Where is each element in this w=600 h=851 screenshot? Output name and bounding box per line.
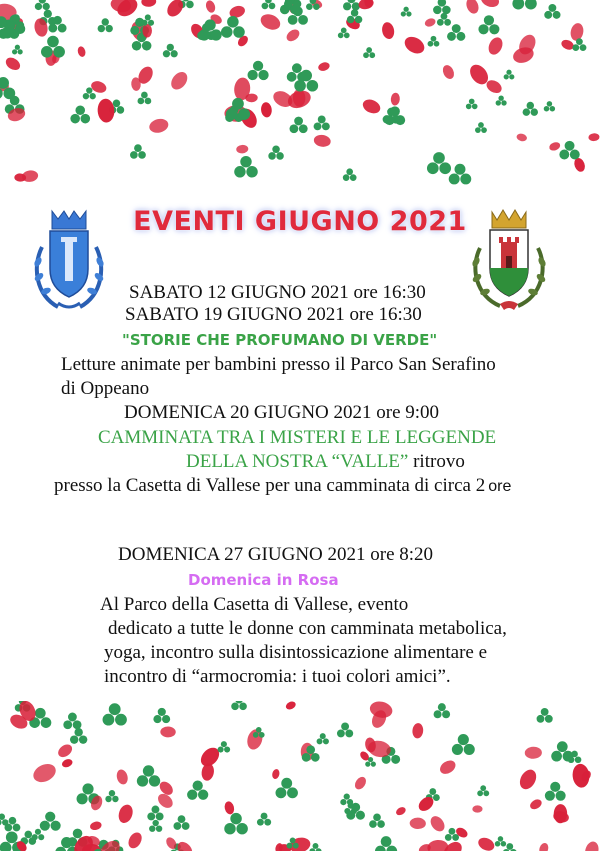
clover-leaf [369, 814, 385, 828]
petals-clover-border-bottom [0, 701, 600, 851]
event2-title1: CAMMINATA TRA I MISTERI E LE LEGGENDE [98, 427, 497, 448]
rose-petal [168, 69, 191, 93]
clover-leaf [12, 45, 23, 55]
clover-leaf [551, 741, 573, 761]
rose-petal [90, 79, 108, 95]
clover-leaf [309, 843, 321, 851]
clover-leaf [340, 793, 353, 805]
tower-coat-of-arms-icon [468, 206, 550, 314]
clover-leaf [478, 15, 499, 34]
event3-date: DOMENICA 27 GIUGNO 2021 ore 8:20 [118, 544, 434, 565]
clover-leaf [338, 27, 350, 38]
clover-leaf [163, 44, 178, 58]
event2-date: DOMENICA 20 GIUGNO 2021 ore 9:00 [124, 402, 440, 423]
clover-leaf [495, 836, 506, 846]
clover-leaf [544, 101, 555, 111]
event3-line4: incontro di “armocromia: i tuoi colori amici”. [104, 666, 451, 687]
clover-leaf [427, 152, 451, 174]
clover-leaf [475, 122, 487, 133]
clover-leaf [447, 24, 465, 41]
rose-petal [472, 805, 482, 812]
rose-petal [476, 835, 496, 851]
clover-leaf [401, 7, 412, 17]
rose-petal [200, 762, 215, 781]
clover-leaf [276, 778, 298, 798]
rose-petal [77, 45, 87, 57]
clover-leaf [268, 146, 284, 160]
rose-petal [548, 141, 561, 152]
rose-petal [583, 840, 600, 851]
rose-petal [528, 797, 543, 811]
clover-leaf [449, 164, 472, 185]
rose-petal [516, 133, 528, 143]
rose-petal [438, 758, 458, 777]
clover-leaf [428, 36, 440, 47]
clover-leaf [0, 77, 15, 99]
clover-leaf [187, 780, 208, 799]
rose-petal [260, 102, 272, 118]
clover-leaf [434, 703, 451, 718]
rose-petal [271, 768, 280, 779]
clover-leaf [363, 47, 375, 58]
clover-leaf [221, 16, 245, 38]
rose-petal [402, 33, 428, 56]
rose-petal [126, 830, 145, 850]
clover-leaf [98, 18, 113, 32]
event2-title2-line [186, 452, 465, 471]
clover-leaf [343, 0, 360, 10]
rose-petal [116, 803, 135, 825]
clover-leaf [224, 813, 248, 835]
clover-leaf [40, 812, 61, 831]
rose-petal [317, 61, 331, 72]
page-title: EVENTI GIUGNO 2021 [133, 206, 467, 237]
event3-line2: dedicato a tutte le donne con camminata metabolica, [108, 618, 507, 639]
event1-line1: Letture animate per bambini presso il Parco San Serafino [61, 354, 496, 375]
clover-leaf [138, 92, 152, 105]
clover-leaf [218, 741, 231, 752]
rose-petal [236, 144, 249, 153]
clover-leaf [103, 703, 127, 725]
rose-petal [160, 726, 176, 737]
event3-line3: yoga, incontro sulla disintossicazione alimentare e [104, 642, 488, 663]
rose-petal [381, 21, 396, 40]
clover-leaf [504, 70, 515, 80]
rose-petal [141, 0, 157, 7]
rose-petal [412, 723, 424, 739]
clover-leaf [173, 815, 189, 830]
clover-leaf [147, 806, 163, 821]
clover-leaf [496, 96, 507, 106]
clover-leaf [466, 99, 478, 110]
rose-petal [390, 92, 400, 106]
rose-petal [588, 133, 600, 142]
clover-leaf [537, 708, 553, 723]
petals-clover-border-top [0, 0, 600, 185]
clover-leaf [294, 70, 318, 92]
clover-leaf [35, 0, 50, 10]
rose-petal [525, 746, 543, 759]
rose-petal [409, 817, 426, 829]
clover-leaf [343, 168, 357, 181]
rose-petal [285, 701, 297, 711]
clover-leaf [149, 820, 162, 832]
rose-petal [204, 0, 216, 14]
clover-leaf [70, 728, 87, 744]
event1-date2: SABATO 19 GIUGNO 2021 ore 16:30 [125, 304, 422, 325]
event2-line1-wrap [54, 476, 511, 495]
clover-leaf [437, 13, 451, 26]
clover-leaf [234, 156, 258, 178]
municipal-coat-of-arms-icon [28, 207, 110, 315]
clover-leaf [433, 0, 451, 14]
rose-petal [479, 0, 501, 10]
clover-leaf [290, 117, 308, 134]
event2-title2-suffix: ritrovo [408, 451, 465, 472]
rose-petal [258, 11, 282, 32]
clover-leaf [63, 713, 81, 730]
rose-petal [538, 842, 550, 851]
clover-leaf [32, 829, 45, 841]
event2-title2: DELLA NOSTRA “VALLE” [186, 451, 409, 472]
rose-petal [61, 758, 74, 769]
rose-petal [569, 22, 585, 42]
rose-petal [115, 768, 129, 785]
rose-petal [486, 35, 505, 57]
clover-leaf [262, 0, 276, 9]
clover-leaf [452, 734, 475, 755]
event3-line1: Al Parco della Casetta di Vallese, evento [100, 594, 409, 615]
rose-petal [517, 767, 540, 792]
clover-leaf [257, 813, 271, 826]
rose-petal [97, 98, 115, 123]
rose-petal [361, 97, 383, 116]
rose-petal [245, 727, 265, 751]
rose-petal [148, 117, 170, 135]
rose-petal [89, 820, 102, 831]
clover-leaf [153, 708, 170, 723]
clover-leaf [337, 723, 353, 738]
event1-title: "STORIE CHE PROFUMANO DI VERDE" [122, 331, 438, 349]
rose-petal [427, 839, 449, 851]
clover-leaf [545, 782, 566, 801]
rose-petal [223, 800, 235, 815]
event2-line1-end: ore [488, 478, 512, 495]
clover-leaf [4, 817, 20, 832]
rose-petal [353, 775, 369, 792]
rose-petal [428, 814, 448, 835]
event1-line2: di Oppeano [61, 378, 150, 399]
clover-leaf [0, 814, 8, 826]
clover-leaf [523, 102, 538, 116]
rose-petal [395, 805, 407, 816]
clover-leaf [477, 785, 489, 796]
event1-date1: SABATO 12 GIUGNO 2021 ore 16:30 [129, 282, 426, 303]
clover-leaf [314, 116, 330, 131]
clover-leaf [70, 105, 90, 123]
rose-petal [441, 63, 456, 81]
clover-leaf [130, 144, 146, 158]
event3-title: Domenica in Rosa [188, 571, 339, 589]
rose-petal [284, 27, 301, 43]
clover-leaf [317, 733, 329, 744]
clover-leaf [231, 701, 247, 710]
clover-leaf [137, 765, 160, 786]
clover-leaf [544, 4, 560, 19]
rose-petal [313, 134, 332, 148]
clover-leaf [247, 61, 268, 80]
rose-petal [56, 742, 75, 760]
clover-leaf [105, 790, 118, 802]
rose-petal [30, 760, 58, 785]
clover-leaf [559, 141, 579, 160]
rose-petal [4, 55, 23, 72]
event2-line1: presso la Casetta di Vallese per una camminata di circa 2 [54, 475, 486, 496]
clover-leaf [512, 0, 536, 9]
clover-leaf [375, 836, 397, 851]
rose-petal [424, 17, 437, 28]
rose-petal [464, 0, 481, 15]
